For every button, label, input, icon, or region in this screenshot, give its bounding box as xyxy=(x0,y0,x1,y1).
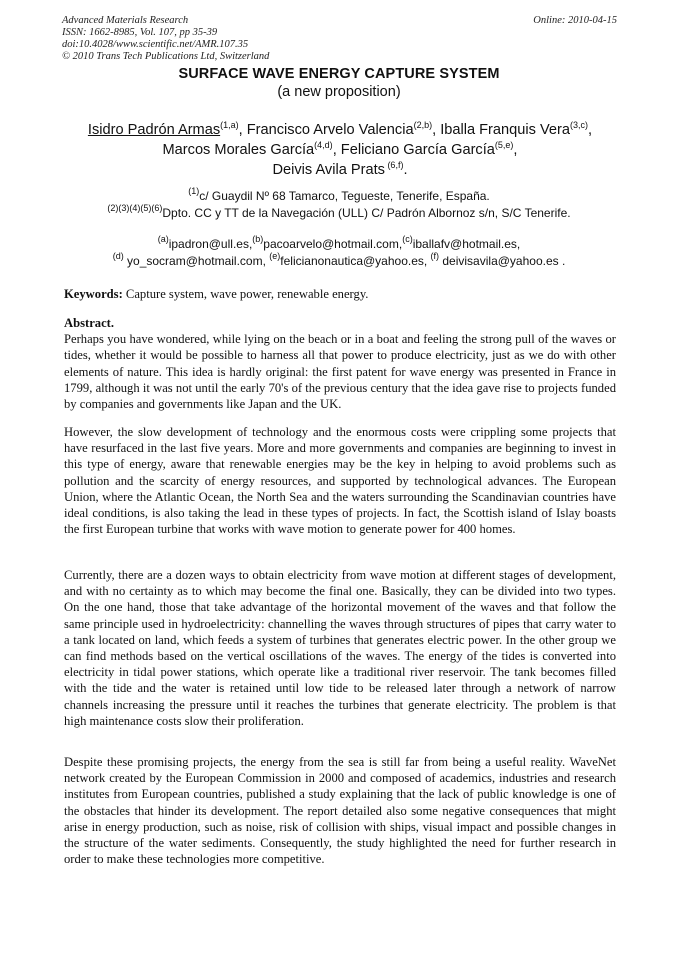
author-sep: . xyxy=(403,162,408,178)
journal-name: Advanced Materials Research xyxy=(62,15,189,26)
email-list xyxy=(40,236,638,270)
affil-mark: (2)(3)(4)(5)(6) xyxy=(107,203,163,213)
abstract-paragraph-2: However, the slow development of technology and the enormous costs were crippling some projects that have resurfaced in the last five years. More and more governments and companies are beginning to invest in this type of energy, aware that renewable energies may be the key in helping to avoid problems such as pollution and the scarcity of energy resources, and supported by technological advances. The European Union, where the Atlantic Ocean, the North Sea and the waters surrounding the Scandinavian countries have ideal conditions, is also taking the lead in these types of projects. In fact, the Scottish island of Islay boasts the first European turbine that works with wave motion to generate power for 400 homes. xyxy=(64,425,616,537)
affiliations xyxy=(40,188,638,222)
author-name: Isidro Padrón Armas xyxy=(87,122,221,138)
author-affil-mark: (4,d) xyxy=(314,140,333,150)
author-affil-mark: (6,f) xyxy=(384,160,404,170)
email-address: pacoarvelo@hotmail.com, xyxy=(263,237,403,251)
email-mark: (a) xyxy=(157,234,169,244)
author-name: Iballa Franquis Vera xyxy=(440,122,571,138)
paper-subtitle: (a new proposition) xyxy=(277,84,401,100)
affil-text: Dpto. CC y TT de la Navegación (ULL) C/ Padrón Albornoz s/n, S/C Tenerife. xyxy=(162,206,571,220)
author-affil-mark: (3,c) xyxy=(570,120,589,130)
email-address: ipadron@ull.es, xyxy=(168,237,253,251)
journal-header xyxy=(62,15,617,63)
author-name: Feliciano García García xyxy=(340,142,495,158)
abstract-paragraph-4: Despite these promising projects, the energy from the sea is still far from being a useful reality. WaveNet network created by the European Commission in 2000 and composed of academics, industries and research institutes from European countries, published a study explaining that the lack of public knowledge is one of the obstacles that hinder its development. The report detailed also some negative consequences that might arise in energy production, such as noise, risk of collision with ships, visual impact and possible changes in the structure of the water sediments. Consequently, the study highlighted the need for further research in order to make these technologies more competitive. xyxy=(64,755,616,867)
email-line xyxy=(40,253,638,270)
email-mark: (f) xyxy=(430,251,440,261)
author-sep: , xyxy=(238,122,247,138)
author-sep: , xyxy=(432,122,441,138)
abstract-paragraph-1 xyxy=(64,315,616,412)
doi-line: doi:10.4028/www.scientific.net/AMR.107.35 xyxy=(62,39,249,50)
author-list xyxy=(64,120,616,180)
paper-title-block xyxy=(0,65,678,101)
email-mark: (d) xyxy=(112,251,124,261)
email-mark: (c) xyxy=(402,234,413,244)
author-sep: , xyxy=(513,142,518,158)
author-sep: , xyxy=(332,142,341,158)
email-address: deivisavila@yahoo.es . xyxy=(439,254,566,268)
affil-mark: (1) xyxy=(188,186,200,196)
author-name: Deivis Avila Prats xyxy=(272,162,385,178)
email-mark: (e) xyxy=(269,251,281,261)
paragraph-text: Perhaps you have wondered, while lying on the beach or in a boat and feeling the strong pull of the waves or tides, whether it would be possible to harness all that power to produce electricity, just as we do with other elements of nature. This idea is hardly original: the first patent for wave energy was presented in France in 1799, although it was not until the early 70's of the previous century that the idea gave rise to projects funded by companies and governments like Japan and the UK. xyxy=(64,332,616,412)
email-mark: (b) xyxy=(252,234,264,244)
abstract-paragraph-3: Currently, there are a dozen ways to obtain electricity from wave motion at different stages of development, and with no certainty as to which may become the final one. Basically, they can be divided into two types. On the one hand, those that take advantage of the horizontal movement of the waves and that follow the same principle used in hydroelectricity: channelling the waves through structures of pipes that carry water to a tank located on land, which feeds a system of turbines that generates electric power. In the other group we can find methods based on the vertical oscillations of the waves. The energy of the tides is converted into electricity in tidal power stations, which operate like a traditional river reservoir. The tank becomes filled with the tide and the water is retained until low tide to be released later through a network of narrow channels increasing the pressure until it reaches the turbines that generate electricity. The problem is that high maintenance costs slow their proliferation. xyxy=(64,568,616,728)
author-affil-mark: (5,e) xyxy=(494,140,514,150)
keywords-text: Capture system, wave power, renewable energy. xyxy=(122,287,369,301)
keywords xyxy=(64,286,616,302)
keywords-label: Keywords: xyxy=(64,287,123,301)
affil-text: c/ Guaydil Nº 68 Tamarco, Tegueste, Tenerife, España. xyxy=(199,189,490,203)
email-address: iballafv@hotmail.es, xyxy=(412,237,521,251)
copyright-line: © 2010 Trans Tech Publications Ltd, Switzerland xyxy=(62,51,270,62)
email-address: felicianonautica@yahoo.es, xyxy=(280,254,431,268)
issn-line: ISSN: 1662-8985, Vol. 107, pp 35-39 xyxy=(62,27,218,38)
affiliation-line xyxy=(40,205,638,222)
author-affil-mark: (2,b) xyxy=(413,120,433,130)
paper-title: SURFACE WAVE ENERGY CAPTURE SYSTEM xyxy=(178,66,500,82)
email-line xyxy=(40,236,638,253)
abstract-heading: Abstract. xyxy=(64,316,115,330)
author-sep: , xyxy=(588,122,593,138)
author-affil-mark: (1,a) xyxy=(220,120,239,130)
author-name: Marcos Morales García xyxy=(162,142,315,158)
online-date: Online: 2010-04-15 xyxy=(533,15,617,26)
author-name: Francisco Arvelo Valencia xyxy=(246,122,414,138)
email-address: yo_socram@hotmail.com, xyxy=(123,254,270,268)
